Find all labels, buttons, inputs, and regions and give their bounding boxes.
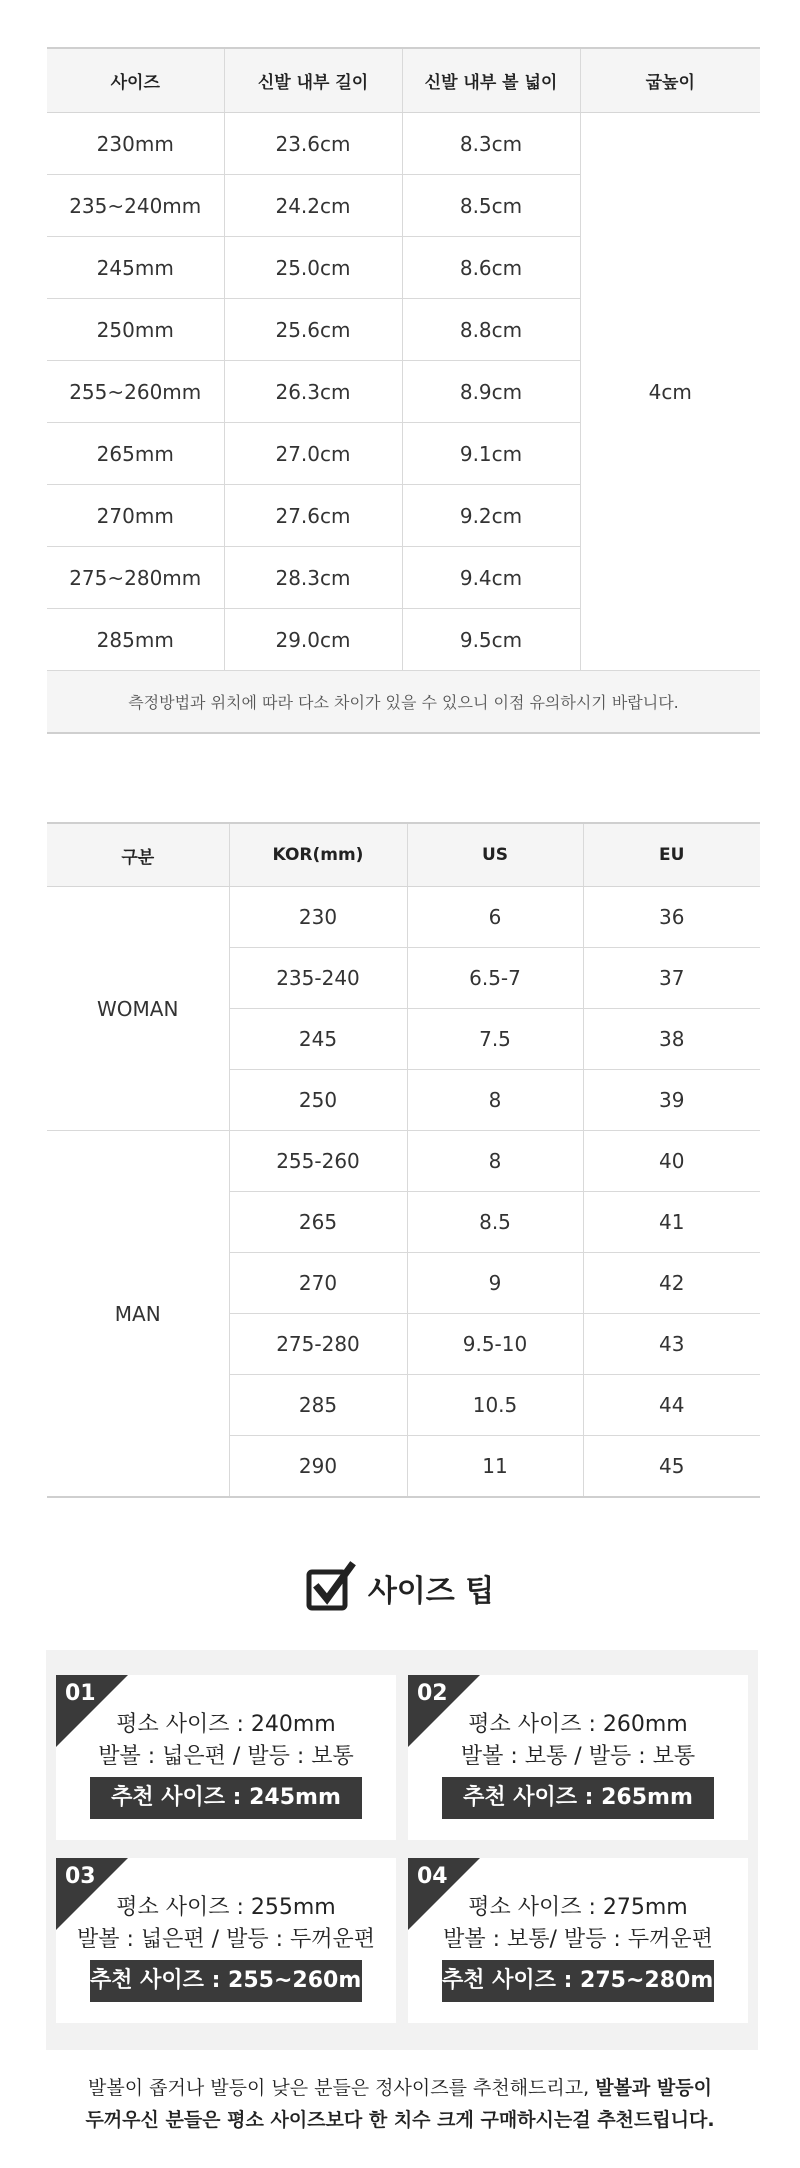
tip-foot-shape: 발볼 : 넓은편 / 발등 : 두꺼운편 [77, 1927, 375, 1952]
cell-heel-height: 4cm [580, 113, 760, 671]
cell-eu: 45 [583, 1436, 760, 1498]
cell-eu: 36 [583, 887, 760, 948]
cell-kor: 255-260 [229, 1131, 407, 1192]
conversion-table-row [47, 887, 760, 948]
cell-inner-width: 9.5cm [402, 609, 580, 671]
cell-size: 270mm [47, 485, 224, 547]
cell-kor: 290 [229, 1436, 407, 1498]
cell-kor: 245 [229, 1009, 407, 1070]
header-kor: KOR(mm) [229, 823, 407, 887]
size-tips-panel [46, 1650, 758, 2050]
cell-inner-width: 8.5cm [402, 175, 580, 237]
cell-size: 230mm [47, 113, 224, 175]
cell-size: 250mm [47, 299, 224, 361]
header-size: 사이즈 [47, 48, 224, 113]
cell-size: 265mm [47, 423, 224, 485]
cell-eu: 39 [583, 1070, 760, 1131]
cell-us: 9 [407, 1253, 583, 1314]
tip-recommended-size: 추천 사이즈 : 255~260mm [90, 1960, 362, 2002]
tip-recommended-size: 추천 사이즈 : 245mm [90, 1777, 362, 1819]
cell-inner-width: 8.3cm [402, 113, 580, 175]
cell-inner-length: 24.2cm [224, 175, 402, 237]
tip-foot-shape: 발볼 : 넓은편 / 발등 : 보통 [98, 1744, 354, 1769]
tip-card-02 [408, 1675, 748, 1840]
header-us: US [407, 823, 583, 887]
cell-inner-width: 8.8cm [402, 299, 580, 361]
cell-size: 245mm [47, 237, 224, 299]
cell-size: 285mm [47, 609, 224, 671]
header-inner-length: 신발 내부 길이 [224, 48, 402, 113]
tip-card-03 [56, 1858, 396, 2023]
tip-foot-shape: 발볼 : 보통 / 발등 : 보통 [460, 1744, 696, 1769]
tip-recommended-size: 추천 사이즈 : 265mm [442, 1777, 714, 1819]
cell-size: 275~280mm [47, 547, 224, 609]
cell-eu: 37 [583, 948, 760, 1009]
cell-inner-length: 25.6cm [224, 299, 402, 361]
header-heel-height: 굽높이 [580, 48, 760, 113]
tip-number: 03 [65, 1864, 96, 1889]
cell-inner-length: 25.0cm [224, 237, 402, 299]
cell-us: 6.5-7 [407, 948, 583, 1009]
cell-inner-width: 9.4cm [402, 547, 580, 609]
cell-us: 7.5 [407, 1009, 583, 1070]
cell-kor: 235-240 [229, 948, 407, 1009]
cell-us: 8 [407, 1070, 583, 1131]
cell-group-woman: WOMAN [47, 887, 229, 1131]
measurement-note: 측정방법과 위치에 따라 다소 차이가 있을 수 있으니 이점 유의하시기 바랍니다. [47, 671, 760, 734]
size-table-footer [47, 671, 760, 734]
cell-us: 11 [407, 1436, 583, 1498]
cell-inner-length: 23.6cm [224, 113, 402, 175]
advice-text-bold-1: 발볼과 발등이 [595, 2077, 712, 2099]
cell-eu: 41 [583, 1192, 760, 1253]
conversion-table-row [47, 1131, 760, 1192]
header-inner-width: 신발 내부 볼 넓이 [402, 48, 580, 113]
cell-eu: 38 [583, 1009, 760, 1070]
size-tips-heading [0, 1558, 800, 1618]
cell-inner-length: 28.3cm [224, 547, 402, 609]
tip-usual-size: 평소 사이즈 : 275mm [468, 1895, 688, 1920]
cell-size: 255~260mm [47, 361, 224, 423]
cell-us: 8.5 [407, 1192, 583, 1253]
tip-usual-size: 평소 사이즈 : 260mm [468, 1712, 688, 1737]
cell-inner-width: 9.1cm [402, 423, 580, 485]
tip-number: 02 [417, 1681, 448, 1706]
cell-eu: 42 [583, 1253, 760, 1314]
tip-usual-size: 평소 사이즈 : 240mm [116, 1712, 336, 1737]
cell-kor: 250 [229, 1070, 407, 1131]
cell-kor: 265 [229, 1192, 407, 1253]
cell-kor: 285 [229, 1375, 407, 1436]
tip-number: 01 [65, 1681, 96, 1706]
tip-card-01 [56, 1675, 396, 1840]
cell-inner-length: 29.0cm [224, 609, 402, 671]
cell-inner-width: 8.6cm [402, 237, 580, 299]
cell-eu: 43 [583, 1314, 760, 1375]
cell-group-man: MAN [47, 1131, 229, 1498]
header-category: 구분 [47, 823, 229, 887]
cell-us: 10.5 [407, 1375, 583, 1436]
cell-inner-length: 27.6cm [224, 485, 402, 547]
header-eu: EU [583, 823, 760, 887]
size-advice-note [0, 2072, 800, 2136]
cell-us: 9.5-10 [407, 1314, 583, 1375]
tip-number: 04 [417, 1864, 448, 1889]
cell-inner-length: 27.0cm [224, 423, 402, 485]
cell-size: 235~240mm [47, 175, 224, 237]
checkbox-check-icon [306, 1560, 356, 1616]
tip-usual-size: 평소 사이즈 : 255mm [116, 1895, 336, 1920]
cell-inner-length: 26.3cm [224, 361, 402, 423]
cell-eu: 40 [583, 1131, 760, 1192]
size-table-row [47, 113, 760, 175]
size-tips-title: 사이즈 팁 [367, 1574, 495, 1609]
advice-text-regular: 발볼이 좁거나 발등이 낮은 분들은 정사이즈를 추천해드리고, [88, 2077, 590, 2099]
advice-text-bold-2: 두꺼우신 분들은 평소 사이즈보다 한 치수 크게 구매하시는걸 추천드립니다. [85, 2109, 715, 2131]
cell-kor: 230 [229, 887, 407, 948]
cell-eu: 44 [583, 1375, 760, 1436]
cell-us: 6 [407, 887, 583, 948]
cell-kor: 275-280 [229, 1314, 407, 1375]
tip-card-04 [408, 1858, 748, 2023]
size-measurement-table [47, 47, 760, 734]
cell-inner-width: 8.9cm [402, 361, 580, 423]
tip-foot-shape: 발볼 : 보통/ 발등 : 두꺼운편 [443, 1927, 713, 1952]
cell-kor: 270 [229, 1253, 407, 1314]
cell-inner-width: 9.2cm [402, 485, 580, 547]
size-table-header [47, 48, 760, 113]
tip-recommended-size: 추천 사이즈 : 275~280mm [442, 1960, 714, 2002]
cell-us: 8 [407, 1131, 583, 1192]
size-conversion-table [47, 822, 760, 1498]
conversion-table-header [47, 823, 760, 887]
